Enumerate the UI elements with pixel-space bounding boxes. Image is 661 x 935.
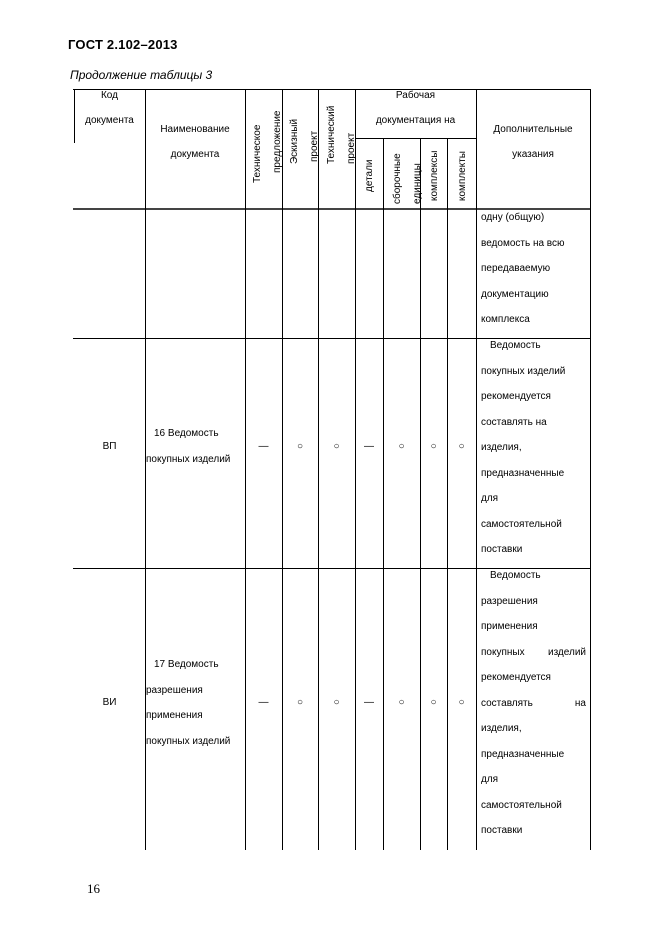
page-number: 16 <box>87 881 100 896</box>
circle-mark: ○ <box>296 441 304 452</box>
circle-mark: ○ <box>296 697 304 708</box>
circle-mark: ○ <box>458 697 465 708</box>
table-row-notes: Ведомость покупных изделий рекомендуется составлять на изделия, предназначенные для самостоятельной поставки <box>481 340 566 555</box>
table-row-notes: одну (общую) ведомость на всю передаваемую документацию комплекса <box>481 212 565 325</box>
column-divider <box>355 89 356 850</box>
circle-mark: ○ <box>398 697 405 708</box>
column-divider <box>447 138 448 850</box>
header-sketch-project-line2: проект <box>309 130 320 162</box>
dash-mark: — <box>258 441 269 452</box>
table-row-code: ВИ <box>102 697 117 708</box>
header-tech-proposal-line1: Техническое <box>252 124 263 183</box>
circle-mark: ○ <box>430 697 437 708</box>
table-row-code: ВП <box>102 441 117 452</box>
header-notes-line2: указания <box>512 149 554 160</box>
header-sets: комплексы <box>429 150 440 201</box>
column-divider <box>476 89 477 850</box>
circle-mark: ○ <box>430 441 437 452</box>
circle-mark: ○ <box>398 441 405 452</box>
circle-mark: ○ <box>333 697 340 708</box>
column-divider <box>318 89 319 850</box>
dash-mark: — <box>364 441 374 452</box>
header-sketch-project-line1: Эскизный <box>289 118 300 164</box>
header-notes-line1: Дополнительные <box>493 124 573 135</box>
document-code: ГОСТ 2.102–2013 <box>68 37 178 52</box>
column-divider <box>245 89 246 850</box>
table-row-name-line1: 17 Ведомость <box>154 659 219 670</box>
column-divider <box>282 89 283 850</box>
header-name-line1: Наименование <box>160 124 230 135</box>
circle-mark: ○ <box>458 441 465 452</box>
table-row-name-line3: применения <box>146 710 203 721</box>
column-divider <box>420 138 421 850</box>
table-row-name-line2: разрешения <box>146 685 203 696</box>
table-continuation-caption: Продолжение таблицы 3 <box>70 68 213 82</box>
table-right-border <box>590 89 591 850</box>
dash-mark: — <box>364 697 374 708</box>
header-working-doc-line1: Рабочая <box>395 90 436 101</box>
header-parts: детали <box>364 159 375 192</box>
header-tech-proposal-line2: предложение <box>272 110 283 173</box>
header-working-doc-line2: документация на <box>375 115 456 126</box>
header-tech-project-line1: Технический <box>326 105 337 164</box>
column-divider <box>383 138 384 850</box>
header-code-line2: документа <box>85 115 134 126</box>
header-assembly-units-line1: сборочные <box>392 153 403 204</box>
circle-mark: ○ <box>333 441 340 452</box>
working-doc-divider <box>355 138 476 139</box>
header-name-line2: документа <box>170 149 220 160</box>
table-row-name-line4: покупных изделий <box>146 736 231 747</box>
table-row-notes: Ведомость разрешения применения покупных изделий рекомендуется составлять на изделия, предназначенные для самостоятельной поставки <box>481 570 586 836</box>
table-row-name-line2: покупных изделий <box>146 454 231 465</box>
dash-mark: — <box>258 697 269 708</box>
header-assembly-units-line2: единицы <box>412 163 423 204</box>
header-kits: комплекты <box>457 151 468 201</box>
table-top-border <box>73 89 591 90</box>
table-row-name-line1: 16 Ведомость <box>154 428 219 439</box>
header-tech-project-line2: проект <box>346 132 357 164</box>
header-code-line1: Код <box>100 90 118 101</box>
